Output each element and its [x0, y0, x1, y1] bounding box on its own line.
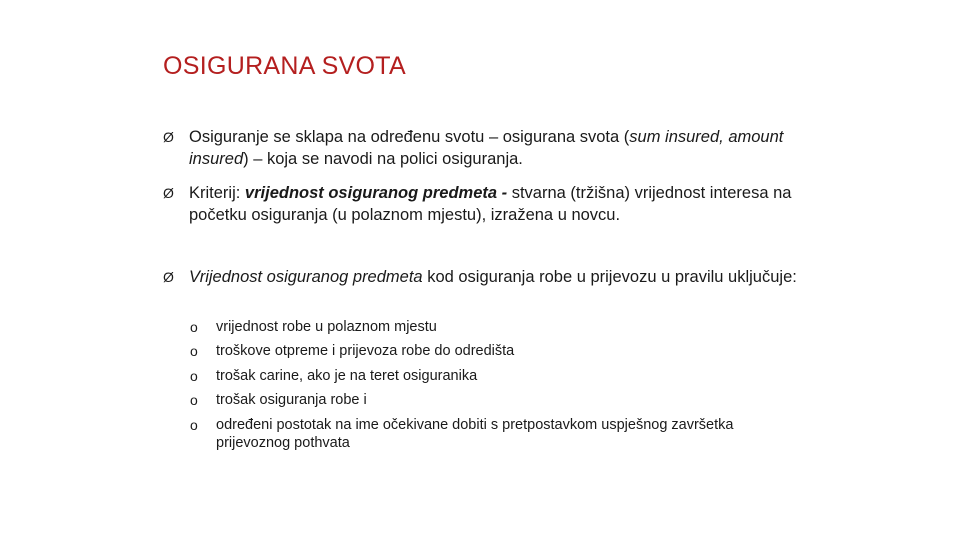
bullet-text: [189, 126, 823, 170]
sub-list-item: [190, 339, 810, 363]
arrow-bullet-icon: Ø: [163, 129, 174, 145]
circle-bullet-icon: o: [190, 392, 198, 409]
bullet-text: [189, 266, 823, 288]
sub-list-item: [190, 413, 776, 455]
sub-list: [190, 315, 810, 455]
bullet-text-part: Osiguranje se sklapa na određenu svotu – osigurana svota (: [189, 128, 630, 146]
bullet-text-part: ) – koja se navodi na polici osiguranja.: [243, 150, 523, 168]
bullet-criterion: [163, 182, 823, 226]
circle-bullet-icon: o: [190, 367, 198, 384]
bullet-bold-italic-term: vrijednost osiguranog predmeta -: [244, 184, 508, 202]
bullet-text-part: stvarna (tržišna) vrijednost interesa na početku osiguranja (u polaznom mjestu), izražena u novcu.: [189, 184, 792, 224]
bullet-text: [189, 182, 823, 226]
sub-list-item-text: trošak osiguranja robe i: [216, 392, 367, 409]
bullet-sum-insured: [163, 126, 823, 170]
arrow-bullet-icon: Ø: [163, 185, 174, 201]
bullet-value-includes: [163, 266, 823, 288]
circle-bullet-icon: o: [190, 416, 198, 433]
sub-list-item-text: određeni postotak na ime očekivane dobiti s pretpostavkom uspješnog završetka prijevoznog pothvata: [216, 416, 734, 451]
slide-title: OSIGURANA SVOTA: [163, 52, 406, 80]
sub-list-item: [190, 364, 810, 388]
sub-list-item: [190, 315, 810, 339]
bullet-italic-term: Vrijednost osiguranog predmeta: [189, 268, 423, 286]
sub-list-item-text: troškove otpreme i prijevoza robe do odredišta: [216, 343, 515, 360]
circle-bullet-icon: o: [190, 319, 198, 335]
arrow-bullet-icon: Ø: [163, 269, 174, 285]
bullet-text-part: Kriterij:: [189, 184, 245, 202]
bullet-italic-term: sum insured, amount insured: [189, 128, 784, 168]
bullet-text-part: kod osiguranja robe u prijevozu u pravilu uključuje:: [422, 268, 797, 286]
circle-bullet-icon: o: [190, 343, 198, 360]
sub-list-item-text: trošak carine, ako je na teret osiguranika: [216, 367, 478, 384]
sub-list-item: [190, 388, 810, 412]
sub-list-item-text: vrijednost robe u polaznom mjestu: [216, 319, 437, 335]
